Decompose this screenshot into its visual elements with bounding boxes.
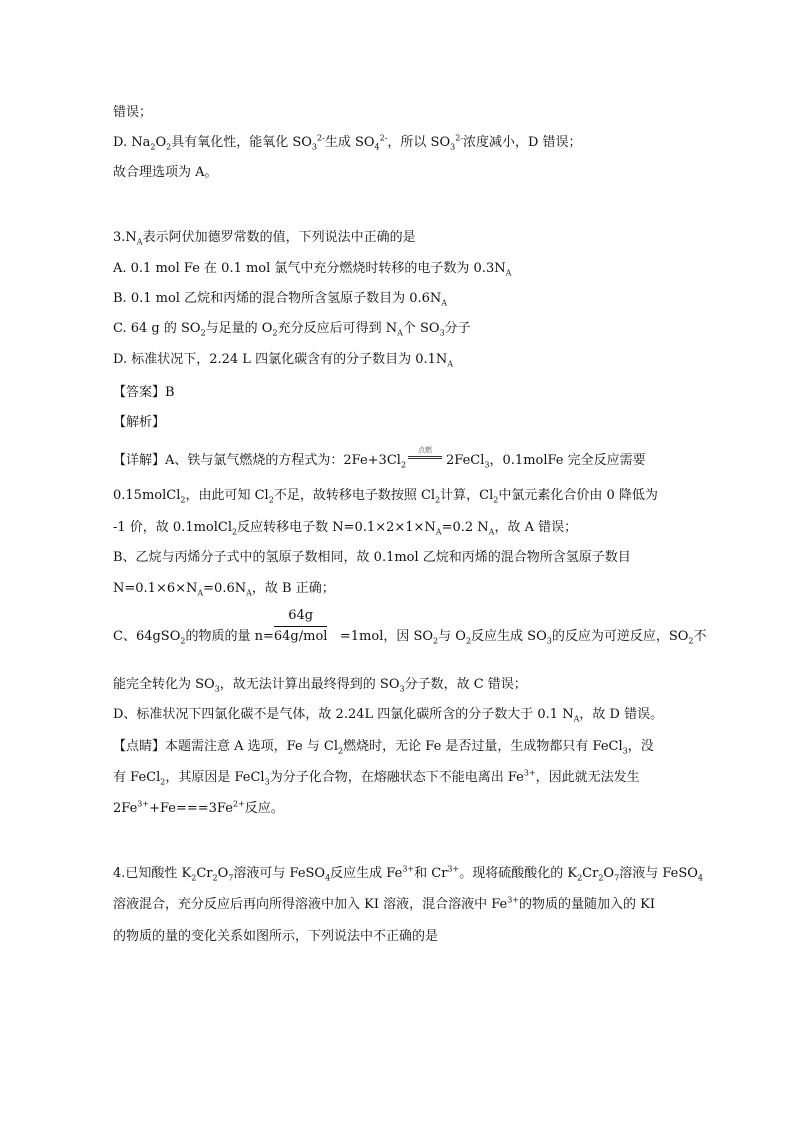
- question-3-option-c: C. 64 g 的 $SO_2$与足量的 $O_2$充分反应后可得到 $N_A$个 $SO_3$分子: [113, 321, 471, 338]
- prev-conclusion: 故合理选项为 A。: [113, 165, 218, 180]
- prev-option-d-explanation: D. $Na_2O_2$具有氧化性，能氧化 $SO_3^{2-}$生成 $SO_4^{2-}$，所以 $SO_3^{2-}$浓度减小，D 错误；: [113, 133, 582, 152]
- reaction-equals-sign: [408, 456, 442, 459]
- tip-line-2: 有 FeCl$_2$，其原因是 FeCl$_3$为分子化合物，在熔融状态下不能电离出 $Fe^{3+}$，因此就无法发生: [113, 768, 640, 787]
- detail-line-5: $N=0.1\times 6\times N_A=0.6N_A$，故 B 正确；: [113, 581, 335, 598]
- question-3-option-b: B. 0.1 mol 乙烷和丙烯的混合物所含氢原子数目为 $0.6N_A$: [113, 291, 448, 308]
- tip-line-3: $2Fe^{3+}+Fe===3Fe^{2+}$反应。: [113, 799, 284, 816]
- detail-line-4: B、乙烷与丙烯分子式中的氢原子数相同，故 0.1mol 乙烷和丙烯的混合物所含氢原子数目: [113, 550, 631, 565]
- fraction-denominator: 64g/mol: [273, 628, 328, 644]
- question-3-option-a: A. 0.1 mol Fe 在 0.1 mol 氯气中充分燃烧时转移的电子数为 $0.3N_A$: [113, 261, 512, 278]
- fraction-numerator: 64g: [274, 608, 328, 627]
- analysis-label: 【解析】: [113, 415, 166, 430]
- question-4-line-2: 溶液混合，充分反应后再向所得溶液中加入 KI 溶液，混合溶液中 $Fe^{3+}$的物质的量随加入的 KI: [113, 895, 656, 912]
- question-3-stem: $3.N_A$表示阿伏加德罗常数的值，下列说法中正确的是: [113, 230, 416, 247]
- detail-line-8: D、标准状况下四氯化碳不是气体，故 2.24L 四氯化碳所含的分子数大于 0.1 $N_A$，故 D 错误。: [113, 707, 664, 724]
- question-4-line-3: 的物质的量的变化关系如图所示，下列说法中不正确的是: [113, 929, 439, 944]
- reaction-condition: 点燃: [418, 445, 433, 454]
- question-4-line-1: 4.已知酸性 $K_2Cr_2O_7$溶液可与 FeSO$_4$反应生成 $Fe^{3+}$和 $Cr^{3+}$。现将硫酸酸化的 $K_2Cr_2O_7$溶液与 FeSO$_4$: [113, 864, 703, 883]
- moles-fraction: [274, 608, 328, 645]
- prev-answer-tail: 错误；: [113, 105, 153, 120]
- detail-line-3: -1 价，故 0.1molCl$_2$反应转移电子数 $N=0.1\times 2\times 1\times N_A=0.2$ $N_A$，故 A 错误；: [113, 520, 578, 537]
- answer-label: 【答案】B: [113, 385, 175, 400]
- detail-line-6: C、64gSO$_2$的物质的量 n= 64g 64g/mol =1mol，因 $SO_2$与 $O_2$反应生成 $SO_3$的反应为可逆反应，$SO_2$不: [113, 607, 707, 646]
- detail-line-7: 能完全转化为 $SO_3$，故无法计算出最终得到的 $SO_3$分子数，故 C 错误；: [113, 677, 527, 694]
- detail-line-2: 0.15molCl$_2$，由此可知 $Cl_2$不足，故转移电子数按照 $Cl_2$计算，$Cl_2$中氯元素化合价由 0 降低为: [113, 488, 658, 505]
- detail-line-1: 【详解】A、铁与氯气燃烧的方程式为：$2Fe+3Cl_2$ 点燃 2FeCl$_3$，0.1molFe 完全反应需要: [113, 445, 646, 470]
- question-3-option-d: D. 标准状况下，2.24 L 四氯化碳含有的分子数目为 $0.1N_A$: [113, 352, 454, 369]
- tip-line-1: 【点睛】本题需注意 A 选项，Fe 与 $Cl_2$燃烧时，无论 Fe 是否过量，生成物都只有 FeCl$_3$，没: [113, 739, 654, 756]
